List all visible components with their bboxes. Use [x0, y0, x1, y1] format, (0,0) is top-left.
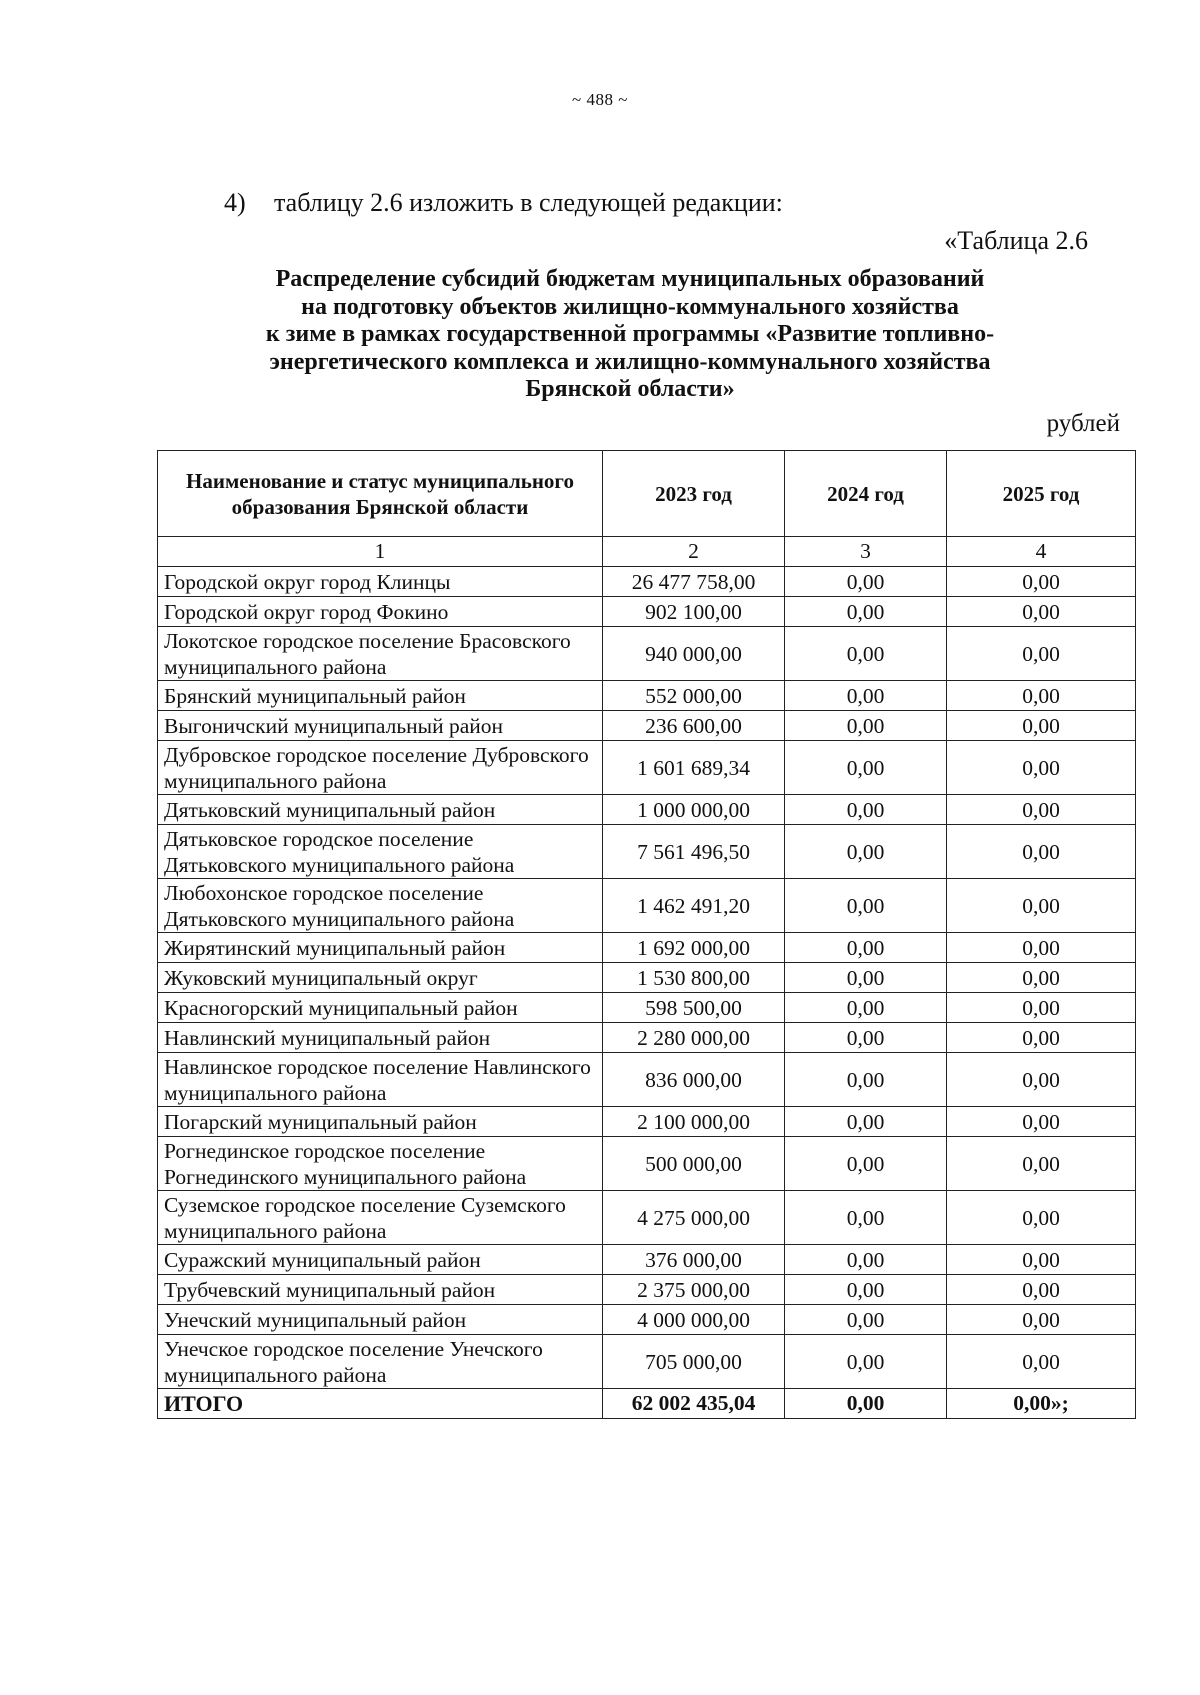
table-row — [158, 741, 1136, 795]
municipality-name: Брянский муниципальный район — [158, 681, 603, 711]
municipality-name: Дятьковское городское поселение Дятьковского муниципального района — [158, 825, 603, 879]
value-2024: 0,00 — [785, 1137, 947, 1191]
total-label: ИТОГО — [158, 1389, 603, 1419]
value-2024: 0,00 — [785, 1275, 947, 1305]
table-row — [158, 795, 1136, 825]
table-row — [158, 1305, 1136, 1335]
value-2023: 1 530 800,00 — [603, 963, 785, 993]
table-row — [158, 1245, 1136, 1275]
value-2025: 0,00 — [947, 741, 1136, 795]
value-2025: 0,00 — [947, 1305, 1136, 1335]
title-line: энергетического комплекса и жилищно-коммунального хозяйства — [269, 348, 991, 375]
value-2024: 0,00 — [785, 681, 947, 711]
value-2025: 0,00 — [947, 597, 1136, 627]
table-row — [158, 1023, 1136, 1053]
value-2025: 0,00 — [947, 993, 1136, 1023]
header-2024: 2024 год — [785, 451, 947, 537]
value-2024: 0,00 — [785, 711, 947, 741]
municipality-name: Суражский муниципальный район — [158, 1245, 603, 1275]
header-2025: 2025 год — [947, 451, 1136, 537]
value-2025: 0,00 — [947, 1275, 1136, 1305]
page-number: ~ 488 ~ — [572, 90, 628, 109]
table-row — [158, 963, 1136, 993]
value-2024: 0,00 — [785, 1107, 947, 1137]
units-label: рублей — [1046, 410, 1120, 437]
municipality-name: Погарский муниципальный район — [158, 1107, 603, 1137]
title-line: на подготовку объектов жилищно-коммунального хозяйства — [301, 293, 959, 320]
title-line: к зиме в рамках государственной программы «Развитие топливно- — [265, 321, 995, 347]
municipality-name: Рогнединское городское поселение Рогнединского муниципального района — [158, 1137, 603, 1191]
municipality-name: Навлинское городское поселение Навлинского муниципального района — [158, 1053, 603, 1107]
header-municipality: Наименование и статус муниципального образования Брянской области — [158, 451, 603, 537]
table-row — [158, 1275, 1136, 1305]
value-2023: 376 000,00 — [603, 1245, 785, 1275]
value-2025: 0,00 — [947, 681, 1136, 711]
value-2023: 598 500,00 — [603, 993, 785, 1023]
column-number: 2 — [603, 537, 785, 567]
value-2025: 0,00 — [947, 627, 1136, 681]
municipality-name: Унечский муниципальный район — [158, 1305, 603, 1335]
value-2025: 0,00 — [947, 711, 1136, 741]
value-2025: 0,00 — [947, 1053, 1136, 1107]
value-2024: 0,00 — [785, 1191, 947, 1245]
value-2024: 0,00 — [785, 993, 947, 1023]
value-2023: 902 100,00 — [603, 597, 785, 627]
municipality-name: Выгоничский муниципальный район — [158, 711, 603, 741]
subsidy-table — [157, 450, 1136, 1419]
municipality-name: Городской округ город Фокино — [158, 597, 603, 627]
table-row — [158, 933, 1136, 963]
municipality-name: Жирятинский муниципальный район — [158, 933, 603, 963]
value-2023: 236 600,00 — [603, 711, 785, 741]
municipality-name: Трубчевский муниципальный район — [158, 1275, 603, 1305]
value-2024: 0,00 — [785, 933, 947, 963]
column-number: 1 — [158, 537, 603, 567]
value-2025: 0,00 — [947, 879, 1136, 933]
table-row — [158, 681, 1136, 711]
value-2024: 0,00 — [785, 1053, 947, 1107]
table-row — [158, 1191, 1136, 1245]
value-2024: 0,00 — [785, 1023, 947, 1053]
value-2023: 7 561 496,50 — [603, 825, 785, 879]
value-2023: 836 000,00 — [603, 1053, 785, 1107]
value-2023: 500 000,00 — [603, 1137, 785, 1191]
value-2023: 1 692 000,00 — [603, 933, 785, 963]
table-row — [158, 627, 1136, 681]
instruction-number: 4) — [224, 188, 246, 217]
value-2025: 0,00 — [947, 1335, 1136, 1389]
value-2023: 1 462 491,20 — [603, 879, 785, 933]
value-2023: 2 375 000,00 — [603, 1275, 785, 1305]
value-2024: 0,00 — [785, 567, 947, 597]
amendment-instruction — [224, 188, 783, 218]
value-2023: 552 000,00 — [603, 681, 785, 711]
municipality-name: Красногорский муниципальный район — [158, 993, 603, 1023]
municipality-name: Дубровское городское поселение Дубровского муниципального района — [158, 741, 603, 795]
table-row — [158, 597, 1136, 627]
value-2025: 0,00 — [947, 1245, 1136, 1275]
value-2023: 2 100 000,00 — [603, 1107, 785, 1137]
municipality-name: Жуковский муниципальный округ — [158, 963, 603, 993]
value-2025: 0,00 — [947, 795, 1136, 825]
value-2025: 0,00 — [947, 567, 1136, 597]
table-row — [158, 1107, 1136, 1137]
municipality-name: Суземское городское поселение Суземского муниципального района — [158, 1191, 603, 1245]
total-2023: 62 002 435,04 — [603, 1389, 785, 1419]
value-2025: 0,00 — [947, 825, 1136, 879]
value-2025: 0,00 — [947, 1023, 1136, 1053]
value-2023: 1 000 000,00 — [603, 795, 785, 825]
municipality-name: Любохонское городское поселение Дятьковского муниципального района — [158, 879, 603, 933]
value-2024: 0,00 — [785, 963, 947, 993]
value-2025: 0,00 — [947, 963, 1136, 993]
table-row — [158, 1053, 1136, 1107]
total-2025: 0,00»; — [947, 1389, 1136, 1419]
value-2024: 0,00 — [785, 825, 947, 879]
header-row — [158, 451, 1136, 537]
title-line: Распределение субсидий бюджетам муниципальных образований — [275, 266, 985, 292]
municipality-name: Унечское городское поселение Унечского муниципального района — [158, 1335, 603, 1389]
value-2023: 4 275 000,00 — [603, 1191, 785, 1245]
total-2024: 0,00 — [785, 1389, 947, 1419]
table-row — [158, 1335, 1136, 1389]
value-2023: 4 000 000,00 — [603, 1305, 785, 1335]
instruction-text: таблицу 2.6 изложить в следующей редакции: — [274, 188, 783, 217]
value-2023: 26 477 758,00 — [603, 567, 785, 597]
total-row — [158, 1389, 1136, 1419]
municipality-name: Навлинский муниципальный район — [158, 1023, 603, 1053]
table-row — [158, 879, 1136, 933]
table-title — [160, 266, 1100, 404]
value-2024: 0,00 — [785, 741, 947, 795]
column-number: 4 — [947, 537, 1136, 567]
table-row — [158, 1137, 1136, 1191]
value-2025: 0,00 — [947, 1191, 1136, 1245]
table-row — [158, 993, 1136, 1023]
value-2024: 0,00 — [785, 1245, 947, 1275]
column-number-row — [158, 537, 1136, 567]
value-2024: 0,00 — [785, 1335, 947, 1389]
table-label: «Таблица 2.6 — [944, 226, 1088, 255]
value-2025: 0,00 — [947, 933, 1136, 963]
value-2023: 2 280 000,00 — [603, 1023, 785, 1053]
municipality-name: Дятьковский муниципальный район — [158, 795, 603, 825]
value-2025: 0,00 — [947, 1107, 1136, 1137]
table-row — [158, 711, 1136, 741]
table-row — [158, 825, 1136, 879]
table-row — [158, 567, 1136, 597]
value-2023: 940 000,00 — [603, 627, 785, 681]
value-2024: 0,00 — [785, 1305, 947, 1335]
municipality-name: Городской округ город Клинцы — [158, 567, 603, 597]
value-2023: 705 000,00 — [603, 1335, 785, 1389]
value-2023: 1 601 689,34 — [603, 741, 785, 795]
column-number: 3 — [785, 537, 947, 567]
value-2025: 0,00 — [947, 1137, 1136, 1191]
value-2024: 0,00 — [785, 597, 947, 627]
header-2023: 2023 год — [603, 451, 785, 537]
title-line: Брянской области» — [525, 376, 735, 402]
value-2024: 0,00 — [785, 879, 947, 933]
value-2024: 0,00 — [785, 627, 947, 681]
value-2024: 0,00 — [785, 795, 947, 825]
municipality-name: Локотское городское поселение Брасовского муниципального района — [158, 627, 603, 681]
